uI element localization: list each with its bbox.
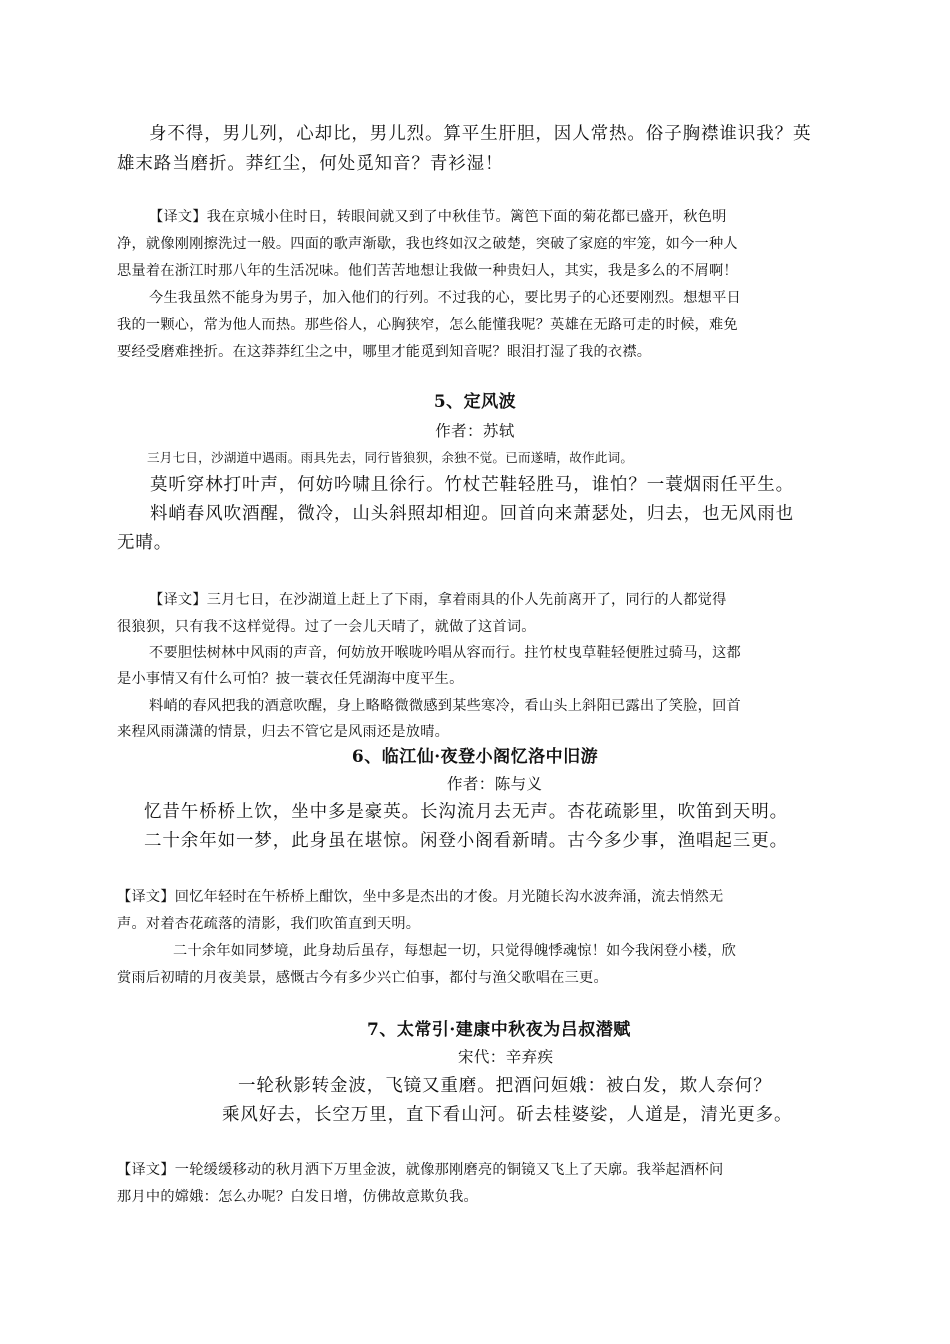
translation-line: 【译文】三月七日，在沙湖道上赶上了下雨，拿着雨具的仆人先前离开了，同行的人都觉得 (149, 592, 727, 608)
poem-author: 作者：陈与义 (447, 775, 543, 793)
translation-line: 很狼狈，只有我不这样觉得。过了一会儿天晴了，就做了这首词。 (117, 619, 536, 635)
translation-line: 二十余年如同梦境，此身劫后虽存，每想起一切，只觉得魄悸魂惊！如今我闲登小楼，欣 (173, 943, 737, 959)
poem-title: 6、临江仙·夜登小阁忆洛中旧游 (351, 747, 599, 767)
translation-line: 【译文】我在京城小住时日，转眼间就又到了中秋佳节。篱笆下面的菊花都已盛开，秋色明 (149, 209, 727, 225)
poem-preface: 三月七日，沙湖道中遇雨。雨具先去，同行皆狼狈，余独不觉。已而遂晴，故作此词。 (147, 450, 634, 465)
translation-line: 那月中的嫦娥：怎么办呢？白发日增，仿佛故意欺负我。 (117, 1189, 478, 1205)
poem-line: 莫听穿林打叶声，何妨吟啸且徐行。竹杖芒鞋轻胜马，谁怕？一蓑烟雨任平生。 (150, 475, 794, 495)
poem-line: 二十余年如一梦，此身虽在堪惊。闲登小阁看新晴。古今多少事，渔唱起三更。 (144, 831, 788, 851)
translation-line: 思量着在浙江时那八年的生活况味。他们苦苦地想让我做一种贵妇人，其实，我是多么的不屑啊！ (117, 263, 738, 279)
poem-line: 乘风好去，长空万里，直下看山河。斫去桂婆娑，人道是，清光更多。 (222, 1105, 793, 1125)
poem-line: 料峭春风吹酒醒，微冷，山头斜照却相迎。回首向来萧瑟处，归去，也无风雨也 (150, 504, 794, 524)
translation-line: 【译文】一轮缓缓移动的秋月洒下万里金波，就像那刚磨亮的铜镜又飞上了天廓。我举起酒杯问 (117, 1162, 724, 1178)
intro-poem-line: 雄末路当磨折。莽红尘，何处觅知音？青衫湿！ (117, 154, 504, 174)
translation-line: 今生我虽然不能身为男子，加入他们的行列。不过我的心，要比男子的心还要刚烈。想想平日 (149, 290, 741, 306)
poem-author: 宋代：辛弃疾 (458, 1048, 554, 1066)
poem-line: 一轮秋影转金波，飞镜又重磨。把酒问姮娥：被白发，欺人奈何？ (238, 1076, 772, 1096)
translation-line: 要经受磨难挫折。在这莽莽红尘之中，哪里才能觅到知音呢？眼泪打湿了我的衣襟。 (117, 344, 652, 360)
poem-title: 7、太常引·建康中秋夜为吕叔潜赋 (367, 1020, 631, 1040)
translation-line: 赏雨后初晴的月夜美景，感慨古今有多少兴亡伯事，都付与渔父歌唱在三更。 (117, 970, 608, 986)
translation-line: 我的一颗心，常为他人而热。那些俗人，心胸狭窄，怎么能懂我呢？英雄在无路可走的时候，难免 (117, 317, 738, 333)
translation-line: 声。对着杏花疏落的清影，我们吹笛直到天明。 (117, 916, 421, 932)
translation-line: 料峭的春风把我的酒意吹醒，身上略略微微感到某些寒冷，看山头上斜阳已露出了笑脸，回首 (149, 698, 741, 714)
poem-title: 5、定风波 (433, 392, 517, 412)
translation-line: 净，就像刚刚擦洗过一般。四面的歌声渐歇，我也终如汉之破楚，突破了家庭的牢笼，如今一种人 (117, 236, 738, 252)
poem-line: 忆昔午桥桥上饮，坐中多是豪英。长沟流月去无声。杏花疏影里，吹笛到天明。 (144, 802, 788, 822)
intro-poem-line: 身不得，男儿列，心却比，男儿烈。算平生肝胆，因人常热。俗子胸襟谁识我？英 (149, 124, 812, 144)
poem-line: 无晴。 (117, 533, 173, 553)
translation-line: 【译文】回忆年轻时在午桥桥上酣饮，坐中多是杰出的才俊。月光随长沟水波奔涌，流去悄然无 (117, 889, 724, 905)
translation-line: 来程风雨潇潇的情景，归去不管它是风雨还是放晴。 (117, 724, 450, 740)
poem-author: 作者：苏轼 (435, 422, 515, 440)
translation-line: 是小事情又有什么可怕？披一蓑衣任凭湖海中度平生。 (117, 671, 464, 687)
translation-line: 不要胆怯树林中风雨的声音，何妨放开喉咙吟唱从容而行。拄竹杖曳草鞋轻便胜过骑马，这都 (149, 645, 741, 661)
